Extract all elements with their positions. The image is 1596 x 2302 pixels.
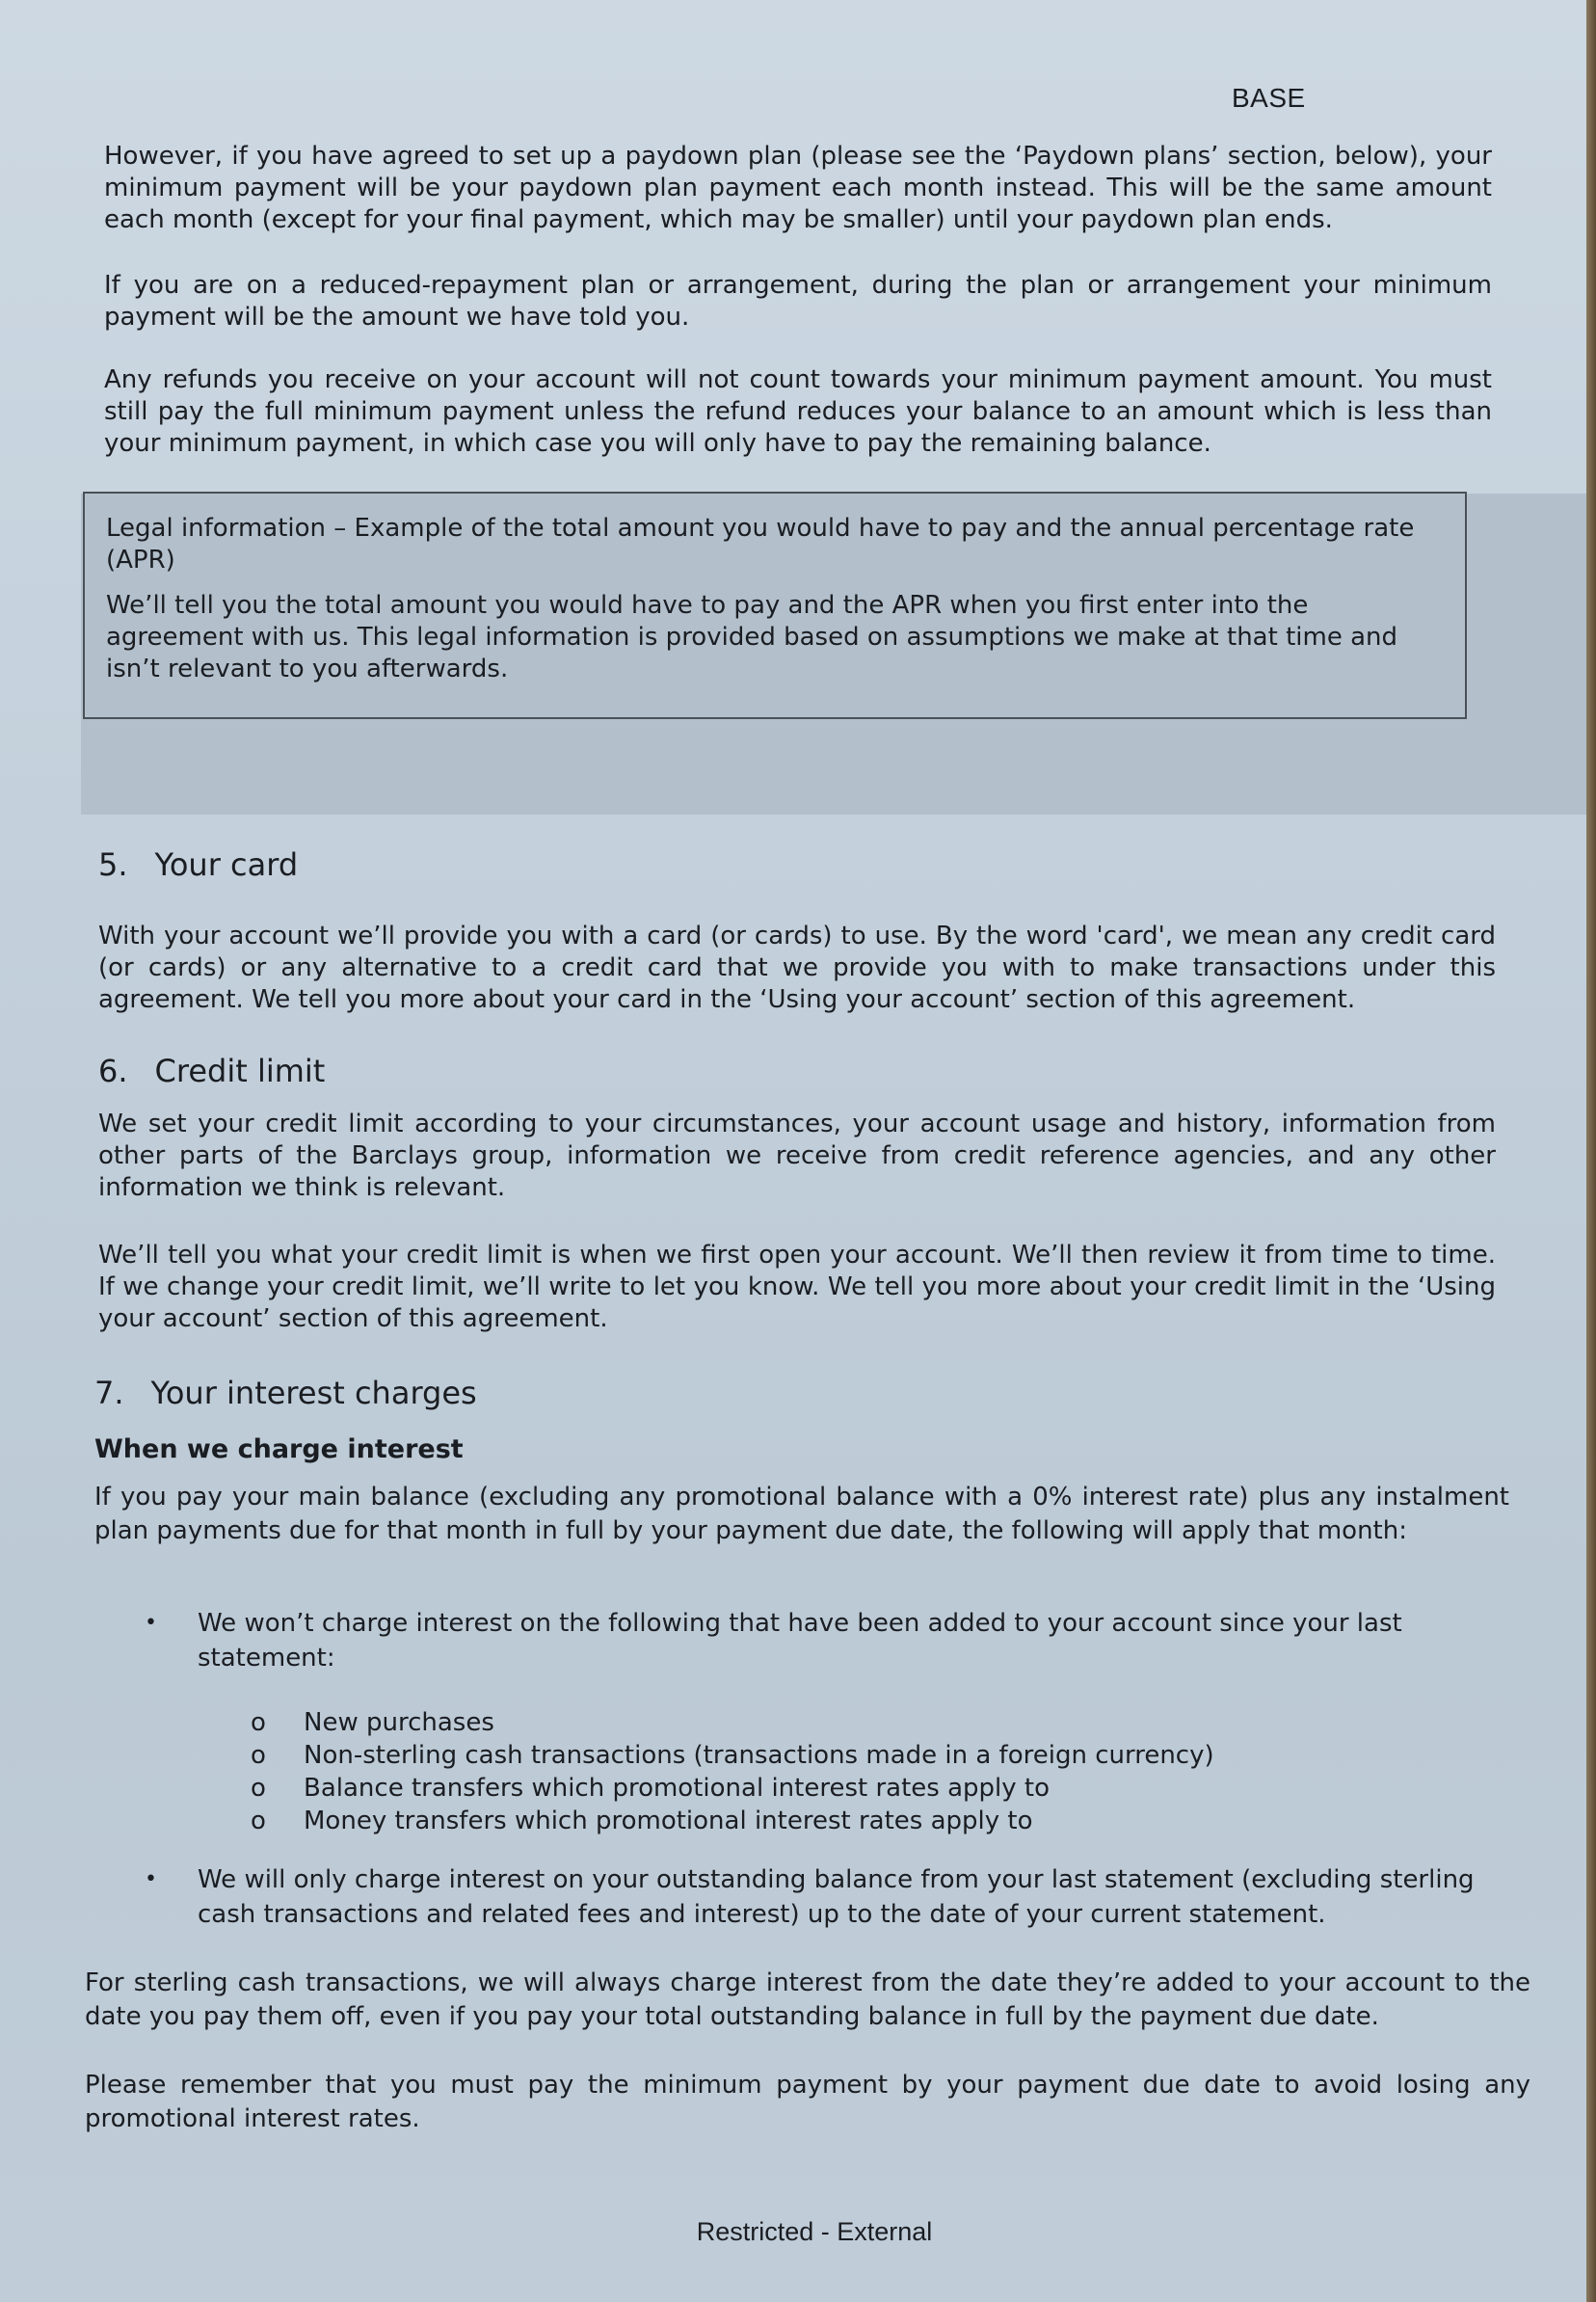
- interest-intro-paragraph: If you pay your main balance (excluding any promotional balance with a 0% interest rate) plus any instalment plan payments due for that month in full by your payment due date, the following will apply that month:: [94, 1483, 1509, 1545]
- sub-bullet-marker: o: [251, 1807, 266, 1835]
- refunds-paragraph: Any refunds you receive on your account will not count towards your minimum payment amount. You must still pay the full minimum payment unless the refund reduces your balance to an amount which is less than your minimum payment, in which case you will only have to pay the remaining balance.: [104, 365, 1492, 458]
- sub-bullet-text: Non-sterling cash transactions (transactions made in a foreign currency): [304, 1741, 1214, 1770]
- section-7-heading: [94, 1375, 477, 1411]
- section-title: Your card: [154, 846, 299, 883]
- section-number: 7.: [94, 1375, 124, 1411]
- sub-bullet-item: [251, 1706, 1214, 1739]
- credit-limit-paragraph-1: We set your credit limit according to your circumstances, your account usage and history, information from other parts of the Barclays group, information we receive from credit reference agencies, and any other information we think is relevant.: [98, 1110, 1496, 1202]
- legal-information-box: [83, 492, 1467, 719]
- sub-bullet-item: [251, 1739, 1214, 1772]
- sub-bullet-marker: o: [251, 1741, 266, 1770]
- sub-bullet-item: [251, 1772, 1214, 1805]
- legal-box-title: Legal information – Example of the total amount you would have to pay and the annual percentage rate (APR): [106, 514, 1415, 575]
- legal-box-body: We’ll tell you the total amount you would have to pay and the APR when you first enter into the agreement with us. This legal information is provided based on assumptions we make at that time and isn’t relevant to you afterwards.: [106, 591, 1397, 683]
- sub-bullet-marker: o: [251, 1774, 266, 1803]
- sub-bullet-text: Balance transfers which promotional interest rates apply to: [304, 1774, 1050, 1803]
- bullet-text: We will only charge interest on your outstanding balance from your last statement (excluding sterling cash transactions and related fees and interest) up to the date of your current statement.: [198, 1865, 1475, 1929]
- reduced-repayment-paragraph: If you are on a reduced-repayment plan or arrangement, during the plan or arrangement your minimum payment will be the amount we have told you.: [104, 271, 1492, 332]
- section-5-heading: [98, 846, 298, 883]
- bullet-marker: •: [145, 1611, 157, 1635]
- classification-footer: Restricted - External: [696, 2217, 933, 2246]
- bullet-item: [145, 1862, 1513, 1932]
- section-number: 5.: [98, 846, 128, 883]
- when-we-charge-interest-subheading: When we charge interest: [94, 1434, 464, 1464]
- section-6-heading: [98, 1053, 325, 1089]
- section-number: 6.: [98, 1053, 128, 1089]
- paydown-plan-paragraph: However, if you have agreed to set up a paydown plan (please see the ‘Paydown plans’ section, below), your minimum payment will be your paydown plan payment each month instead. This will be the same amount each month (except for your final payment, which may be smaller) until your paydown plan ends.: [104, 142, 1492, 234]
- sub-bullet-list: [251, 1706, 1214, 1837]
- bullet-item: [145, 1606, 1475, 1675]
- table-edge: [1586, 0, 1596, 2302]
- credit-limit-paragraph-2: We’ll tell you what your credit limit is when we first open your account. We’ll then review it from time to time. If we change your credit limit, we’ll write to let you know. We tell you more about your credit limit in the ‘Using your account’ section of this agreement.: [98, 1241, 1496, 1333]
- section-title: Credit limit: [154, 1053, 326, 1089]
- minimum-payment-reminder: Please remember that you must pay the minimum payment by your payment due date to avoid losing any promotional interest rates.: [85, 2071, 1530, 2133]
- bullet-text: We won’t charge interest on the following that have been added to your account since your last statement:: [198, 1609, 1402, 1673]
- sub-bullet-text: Money transfers which promotional interest rates apply to: [304, 1807, 1033, 1835]
- sub-bullet-marker: o: [251, 1708, 266, 1737]
- bullet-marker: •: [145, 1867, 157, 1891]
- document-tag: BASE: [1232, 83, 1306, 113]
- your-card-paragraph: With your account we’ll provide you with a card (or cards) to use. By the word 'card', we mean any credit card (or cards) or any alternative to a credit card that we provide you with to make transactions under this agreement. We tell you more about your card in the ‘Using your account’ section of this agreement.: [98, 922, 1496, 1014]
- sub-bullet-item: [251, 1805, 1214, 1837]
- sterling-cash-paragraph: For sterling cash transactions, we will always charge interest from the date they’re added to your account to the date you pay them off, even if you pay your total outstanding balance in full by the payment due date.: [85, 1968, 1530, 2031]
- section-title: Your interest charges: [150, 1375, 477, 1411]
- sub-bullet-text: New purchases: [304, 1708, 494, 1737]
